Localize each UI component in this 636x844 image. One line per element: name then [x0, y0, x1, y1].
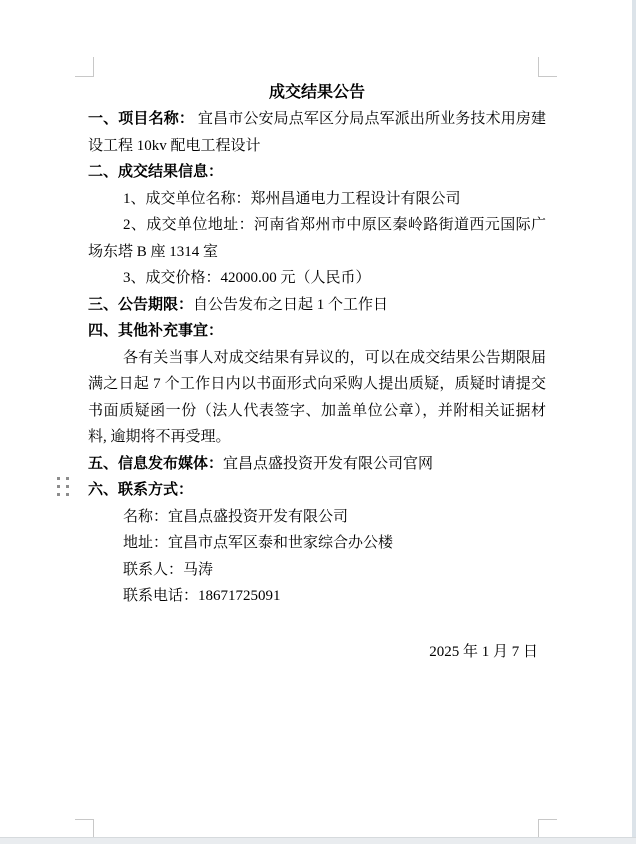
paragraph-text: 3、成交价格：42000.00 元（人民币）: [123, 270, 371, 286]
drag-dot: [66, 493, 69, 496]
paragraph-winner-name[interactable]: [88, 186, 546, 213]
drag-dot: [57, 477, 60, 480]
paragraph-supplementary-body[interactable]: [88, 345, 546, 451]
paragraph-contact-name[interactable]: [88, 504, 546, 531]
paragraph-contact-phone[interactable]: [88, 583, 546, 610]
paragraph-text: 地址：宜昌市点军区泰和世家综合办公楼: [123, 535, 394, 551]
paragraph-announcement-period[interactable]: [88, 292, 546, 319]
paragraph-contact-heading[interactable]: [88, 477, 546, 504]
crop-mark-top-right-icon: [538, 57, 557, 77]
paragraph-supplementary-heading[interactable]: [88, 318, 546, 345]
paragraph-project-name[interactable]: [88, 106, 546, 159]
paragraph-text: 1、成交单位名称：郑州昌通电力工程设计有限公司: [123, 190, 461, 207]
paragraph-text: 联系电话：18671725091: [123, 588, 281, 604]
paragraph-winner-address[interactable]: [88, 212, 546, 265]
page-right-edge: [632, 0, 636, 844]
drag-handle-icon[interactable]: [57, 477, 69, 496]
paragraph-label: 五、信息发布媒体：: [88, 454, 224, 472]
paragraph-label: 三、公告期限：: [88, 295, 194, 313]
paragraph-contact-person[interactable]: [88, 557, 546, 584]
paragraph-text: 宜昌点盛投资开发有限公司官网: [223, 455, 434, 472]
crop-mark-top-left-icon: [75, 57, 94, 77]
paragraph-publish-media[interactable]: [88, 451, 546, 478]
drag-dot: [66, 485, 69, 488]
paragraph-label: 一、项目名称：: [88, 110, 194, 127]
drag-dot: [57, 485, 60, 488]
drag-dot: [66, 477, 69, 480]
paragraph-label: 二、成交结果信息：: [88, 163, 224, 180]
page-bottom-edge: [0, 837, 636, 844]
paragraph-text: 各有关当事人对成交结果有异议的，可以在成交结果公告期限届满之日起 7 个工作日内以书面形式向采购人提出质疑，质疑时请提交书面质疑函一份（法人代表签字、加盖单位公章），并附相关证据材料, 逾期将不再受理。: [88, 349, 546, 445]
paragraph-text: 联系人：马涛: [123, 561, 214, 578]
drag-dot: [57, 493, 60, 496]
document-body: [88, 80, 546, 665]
crop-mark-bottom-right-icon: [538, 819, 557, 839]
paragraph-price[interactable]: [88, 265, 546, 292]
document-date[interactable]: 2025 年 1 月 7 日: [429, 643, 538, 660]
crop-mark-bottom-left-icon: [75, 819, 94, 839]
paragraph-text: 名称：宜昌点盛投资开发有限公司: [123, 508, 349, 525]
document-title[interactable]: 成交结果公告: [268, 84, 365, 101]
paragraph-text: 自公告发布之日起 1 个工作日: [193, 296, 389, 313]
paragraph-text: 宜昌市公安局点军区分局点军派出所业务技术用房建设工程 10kv 配电工程设计: [88, 111, 546, 154]
paragraph-label: 六、联系方式：: [88, 481, 194, 498]
paragraph-contact-address[interactable]: [88, 530, 546, 557]
paragraph-label: 四、其他补充事宜：: [88, 322, 224, 339]
paragraph-result-info-heading[interactable]: [88, 159, 546, 186]
paragraph-text: 2、成交单位地址：河南省郑州市中原区秦岭路街道西元国际广场东塔 B 座 1314 室: [88, 217, 546, 260]
